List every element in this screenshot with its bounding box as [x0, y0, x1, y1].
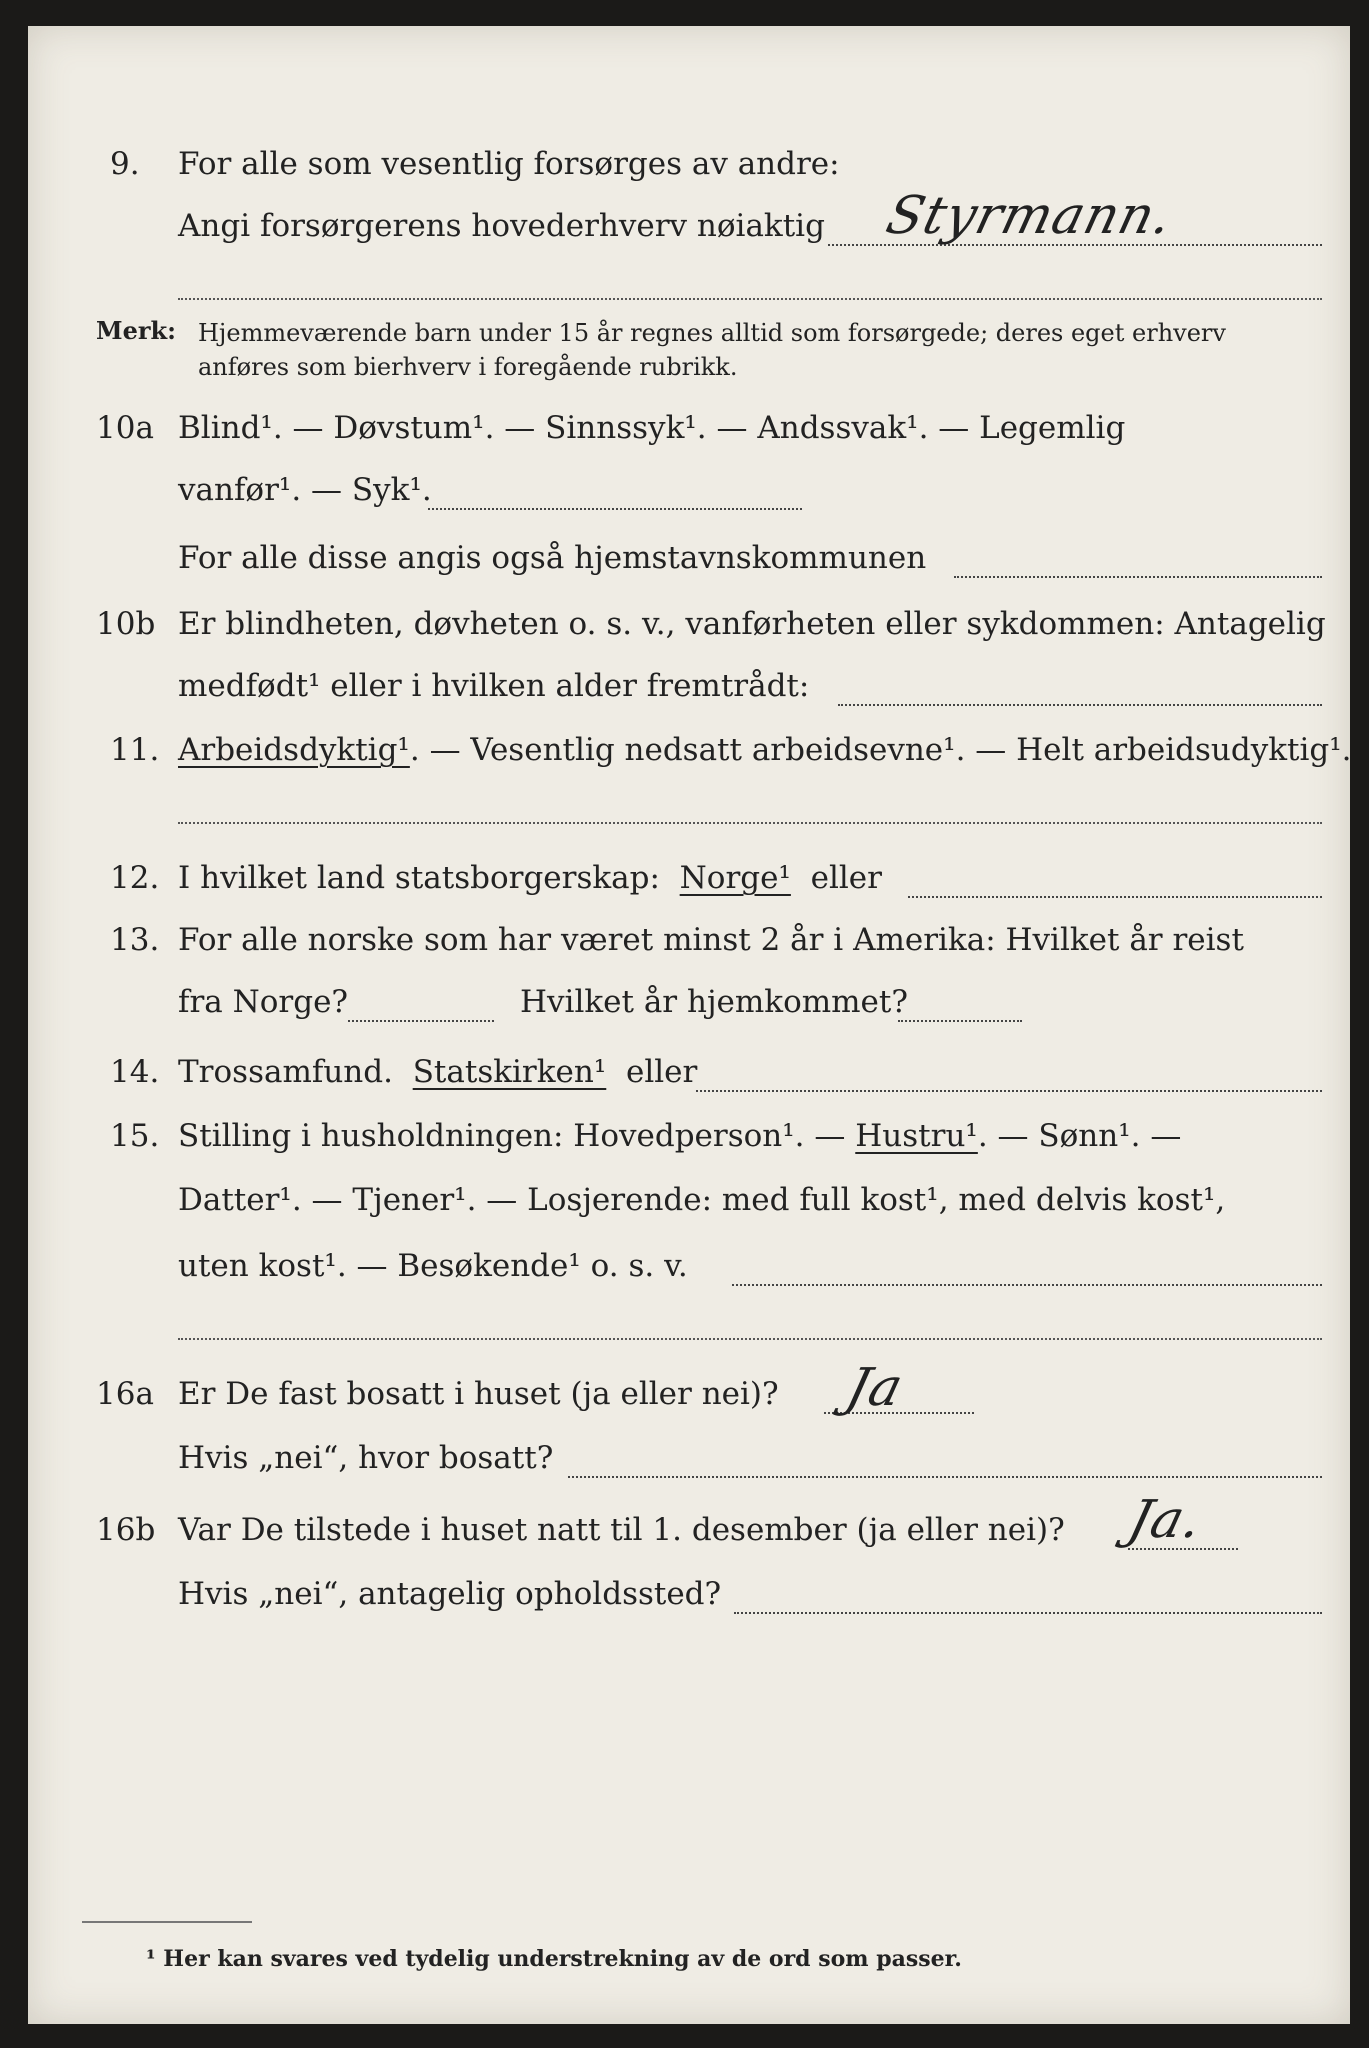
q11-extra-line	[178, 822, 1322, 824]
q11-option-arbeidsdyktig[interactable]: Arbeidsdyktig¹	[178, 732, 410, 768]
q12-number: 12.	[110, 860, 160, 896]
q10b-line-2: medfødt¹ eller i hvilken alder fremtrådt:	[178, 668, 810, 704]
q14-answer-line	[696, 1090, 1322, 1092]
q16a-row-1	[28, 1358, 1350, 1428]
q10a-syk-line	[428, 508, 802, 510]
q12-answer-line	[908, 896, 1322, 898]
q16a-hvor: Hvis „nei“, hvor bosatt?	[178, 1440, 554, 1476]
q16b-question: Var De tilstede i huset natt til 1. desember (ja eller nei)?	[178, 1512, 1065, 1548]
q16b-opholdssted: Hvis „nei“, antagelig opholdssted?	[178, 1576, 722, 1612]
q12-label: I hvilket land statsborgerskap:	[178, 860, 660, 896]
q14-number: 14.	[110, 1054, 160, 1090]
q13-reist: fra Norge?	[178, 984, 349, 1020]
q16a-question: Er De fast bosatt i huset (ja eller nei)?	[178, 1376, 779, 1412]
q15-extra-line	[178, 1338, 1322, 1340]
q10a-kommune-line	[954, 576, 1322, 578]
q13-line-1: For alle norske som har været minst 2 år i Amerika: Hvilket år reist	[178, 922, 1244, 958]
q16b-number: 16b	[96, 1512, 156, 1548]
q13-row-1	[28, 922, 1350, 974]
census-form-page	[28, 26, 1350, 2024]
q15-option-hustru[interactable]: Hustru¹	[855, 1118, 978, 1154]
q16a-answer[interactable]: Ja	[840, 1358, 910, 1418]
q10a-row-2	[28, 472, 1350, 524]
q10a-line-1: Blind¹. — Døvstum¹. — Sinnssyk¹. — Andssvak¹. — Legemlig	[178, 410, 1126, 446]
q16a-row-2	[28, 1440, 1350, 1492]
q13-hjemkommet: Hvilket år hjemkommet?	[520, 984, 908, 1020]
q16b-row-2	[28, 1576, 1350, 1628]
q9-answer[interactable]: Styrmann.	[880, 186, 1180, 246]
q15-row-1	[28, 1118, 1350, 1170]
q9-number: 9.	[110, 146, 140, 182]
q15-answer-line	[732, 1284, 1322, 1286]
q15-sonn: . — Sønn¹. —	[977, 1118, 1182, 1154]
q15-hovedperson: Stilling i husholdningen: Hovedperson¹. —	[178, 1118, 846, 1154]
q13-row-2	[28, 984, 1350, 1036]
q13-hjemkommet-line	[898, 1020, 1022, 1022]
q11-row	[28, 732, 1350, 784]
footnote-rule	[82, 1921, 252, 1923]
q9-row-2	[28, 186, 1350, 260]
q10b-number: 10b	[96, 606, 156, 642]
q10b-row-2	[28, 668, 1350, 720]
q12-question	[178, 860, 882, 896]
q14-row	[28, 1054, 1350, 1106]
q14-question	[178, 1054, 697, 1090]
q16b-opholdssted-line	[734, 1612, 1322, 1614]
q10a-number: 10a	[96, 410, 154, 446]
q10a-row-3	[28, 540, 1350, 592]
q12-option-norge[interactable]: Norge¹	[679, 860, 791, 896]
q13-number: 13.	[110, 922, 160, 958]
q15-line-3: uten kost¹. — Besøkende¹ o. s. v.	[178, 1248, 688, 1284]
q9-question-2: Angi forsørgerens hovederhverv nøiaktig	[178, 208, 825, 244]
q13-reist-line	[348, 1020, 494, 1022]
q14-option-statskirken[interactable]: Statskirken¹	[412, 1054, 607, 1090]
q10b-answer-line	[838, 704, 1322, 706]
q15-line-2: Datter¹. — Tjener¹. — Losjerende: med full kost¹, med delvis kost¹,	[178, 1182, 1226, 1218]
q14-eller: eller	[626, 1054, 698, 1090]
q9-extra-line	[178, 298, 1322, 300]
q14-label: Trossamfund.	[178, 1054, 393, 1090]
q11-rest: . — Vesentlig nedsatt arbeidsevne¹. — Helt arbeidsudyktig¹.	[409, 732, 1352, 768]
merk-label: Merk:	[96, 316, 176, 345]
q11-options	[178, 732, 1352, 768]
q16a-hvor-line	[568, 1476, 1322, 1478]
footnote: ¹ Her kan svares ved tydelig understrekning av de ord som passer.	[146, 1946, 962, 1972]
q10a-row-1	[28, 410, 1350, 462]
q9-question: For alle som vesentlig forsørges av andre:	[178, 146, 840, 182]
q15-line-1	[178, 1118, 1181, 1154]
q15-row-2	[28, 1182, 1350, 1234]
q10b-line-1: Er blindheten, døvheten o. s. v., vanførheten eller sykdommen: Antagelig	[178, 606, 1326, 642]
q16b-row-1	[28, 1490, 1350, 1564]
q10a-line-3: For alle disse angis også hjemstavnskommunen	[178, 540, 927, 576]
q11-number: 11.	[110, 732, 160, 768]
q15-row-3	[28, 1248, 1350, 1300]
q16b-answer[interactable]: Ja.	[1122, 1490, 1209, 1550]
merk-text: Hjemmeværende barn under 15 år regnes alltid som forsørgede; deres eget erhverv anføres som bierhverv i foregående rubrikk.	[198, 319, 1226, 381]
q16a-number: 16a	[96, 1376, 154, 1412]
q12-row	[28, 860, 1350, 912]
q12-eller: eller	[810, 860, 882, 896]
q10b-row-1	[28, 606, 1350, 658]
q15-number: 15.	[110, 1118, 160, 1154]
q10a-line-2: vanfør¹. — Syk¹.	[178, 472, 432, 508]
